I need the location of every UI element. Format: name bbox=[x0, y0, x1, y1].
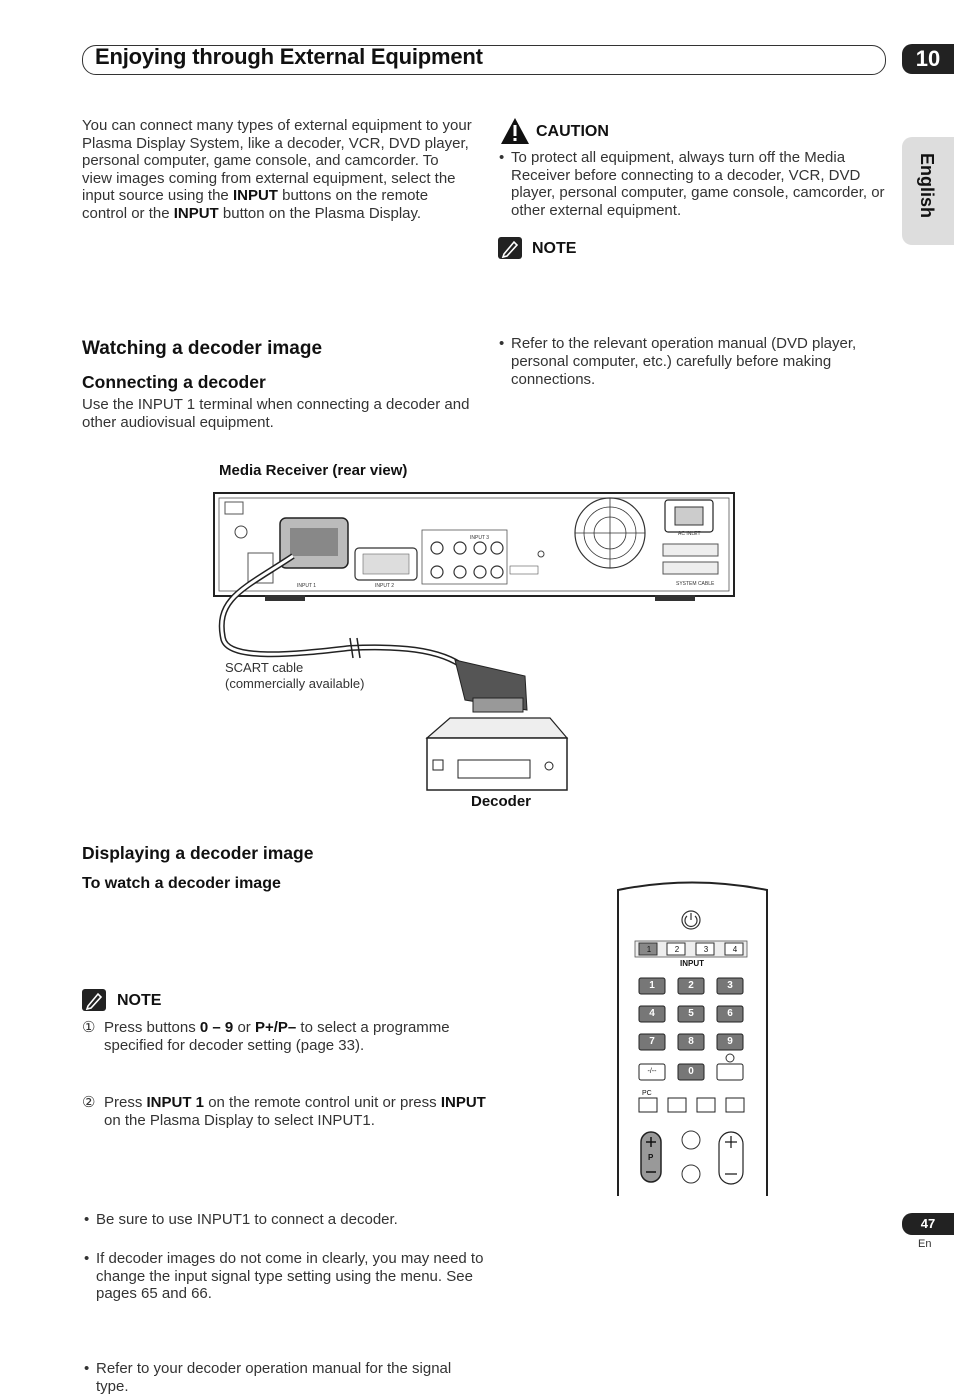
note-title: NOTE bbox=[532, 240, 577, 257]
language-tab-label: English bbox=[917, 153, 937, 219]
note-icon bbox=[82, 989, 106, 1011]
page-title: Enjoying through External Equipment bbox=[95, 44, 483, 69]
remote-pc-label: PC bbox=[642, 1090, 652, 1097]
intro-text-2: buttons on the remote control or the bbox=[82, 187, 429, 222]
note-icon bbox=[498, 237, 522, 259]
panel-ac-label: AC INLET bbox=[678, 531, 701, 537]
note2-item-1: • Be sure to use INPUT1 to connect a decoder. bbox=[84, 1211, 486, 1229]
caution-title: CAUTION bbox=[536, 123, 609, 140]
note2-title: NOTE bbox=[117, 992, 162, 1009]
intro-input-1: INPUT bbox=[232, 187, 278, 205]
scart-cable-label: SCART cable bbox=[225, 660, 304, 675]
intro-paragraph bbox=[82, 117, 472, 223]
remote-num-2[interactable]: 2 bbox=[688, 980, 694, 991]
intro-text-3: button on the Plasma Display. bbox=[222, 204, 422, 222]
remote-p-label: P bbox=[648, 1153, 654, 1162]
panel-input2-label: INPUT 2 bbox=[375, 583, 395, 589]
remote-input-label: INPUT bbox=[680, 959, 704, 968]
remote-num-1[interactable]: 1 bbox=[649, 980, 655, 991]
remote-input-2[interactable]: 2 bbox=[674, 945, 680, 954]
remote-num-7[interactable]: 7 bbox=[649, 1036, 655, 1047]
step-1: ① Press buttons 0 – 9 or P+/P– to select a programme specified for decoder setting (page 33). bbox=[82, 1019, 450, 1054]
remote-input-4[interactable]: 4 bbox=[732, 945, 738, 954]
subsection-title: Connecting a decoder bbox=[82, 372, 266, 392]
media-receiver-label: Media Receiver (rear view) bbox=[219, 462, 408, 479]
page-number: 47 bbox=[902, 1213, 954, 1235]
panel-input3-label: INPUT 3 bbox=[470, 535, 490, 541]
display-section-title: Displaying a decoder image bbox=[82, 843, 314, 863]
connection-diagram bbox=[205, 488, 745, 793]
remote-num-5[interactable]: 5 bbox=[688, 1008, 694, 1019]
remote-num-3[interactable]: 3 bbox=[727, 980, 733, 991]
intro-input-2: INPUT bbox=[173, 204, 219, 222]
intro-text-1: You can connect many types of external equipment to your Plasma Display System, like a decoder, VCR, DVD player, personal computer, game console, and camcorder. To view images coming from external equipment, select the input source using the bbox=[82, 117, 472, 205]
caution-icon bbox=[500, 117, 530, 150]
remote-num-9[interactable]: 9 bbox=[727, 1036, 733, 1047]
remote-num-4[interactable]: 4 bbox=[649, 1008, 655, 1019]
chapter-number: 10 bbox=[902, 44, 954, 74]
step-2: ② Press INPUT 1 on the remote control unit or press INPUT on the Plasma Display to select INPUT1. bbox=[82, 1094, 486, 1129]
remote-num-8[interactable]: 8 bbox=[688, 1036, 694, 1047]
decoder-label: Decoder bbox=[471, 793, 532, 810]
note2-item-2: • If decoder images do not come in clearly, you may need to change the input signal type setting using the menu. See pages 65 and 66. bbox=[84, 1250, 486, 1303]
language-tab bbox=[902, 137, 954, 245]
remote-dash-button[interactable]: -/-- bbox=[647, 1068, 657, 1075]
remote-input-1[interactable]: 1 bbox=[646, 945, 652, 954]
remote-num-6[interactable]: 6 bbox=[727, 1008, 733, 1019]
scart-cable-note: (commercially available) bbox=[225, 676, 365, 691]
panel-input1-label: INPUT 1 bbox=[297, 583, 317, 589]
caution-item: • To protect all equipment, always turn off the Media Receiver before connecting to a decoder, VCR, DVD player, personal computer, game console, camcorder, or other external equipment. bbox=[499, 149, 901, 219]
remote-input-3[interactable]: 3 bbox=[703, 945, 709, 954]
note-item: • Refer to the relevant operation manual (DVD player, personal computer, etc.) carefully before making connections. bbox=[499, 335, 896, 388]
remote-num-0[interactable]: 0 bbox=[688, 1066, 694, 1077]
connecting-text: Use the INPUT 1 terminal when connecting a decoder and other audiovisual equipment. bbox=[82, 396, 470, 431]
display-subtitle: To watch a decoder image bbox=[82, 875, 281, 892]
note2-item-3: • Refer to your decoder operation manual for the signal type. bbox=[84, 1360, 486, 1395]
page-language: En bbox=[918, 1238, 932, 1250]
section-title: Watching a decoder image bbox=[82, 338, 323, 359]
panel-system-cable-label: SYSTEM CABLE bbox=[676, 581, 715, 587]
